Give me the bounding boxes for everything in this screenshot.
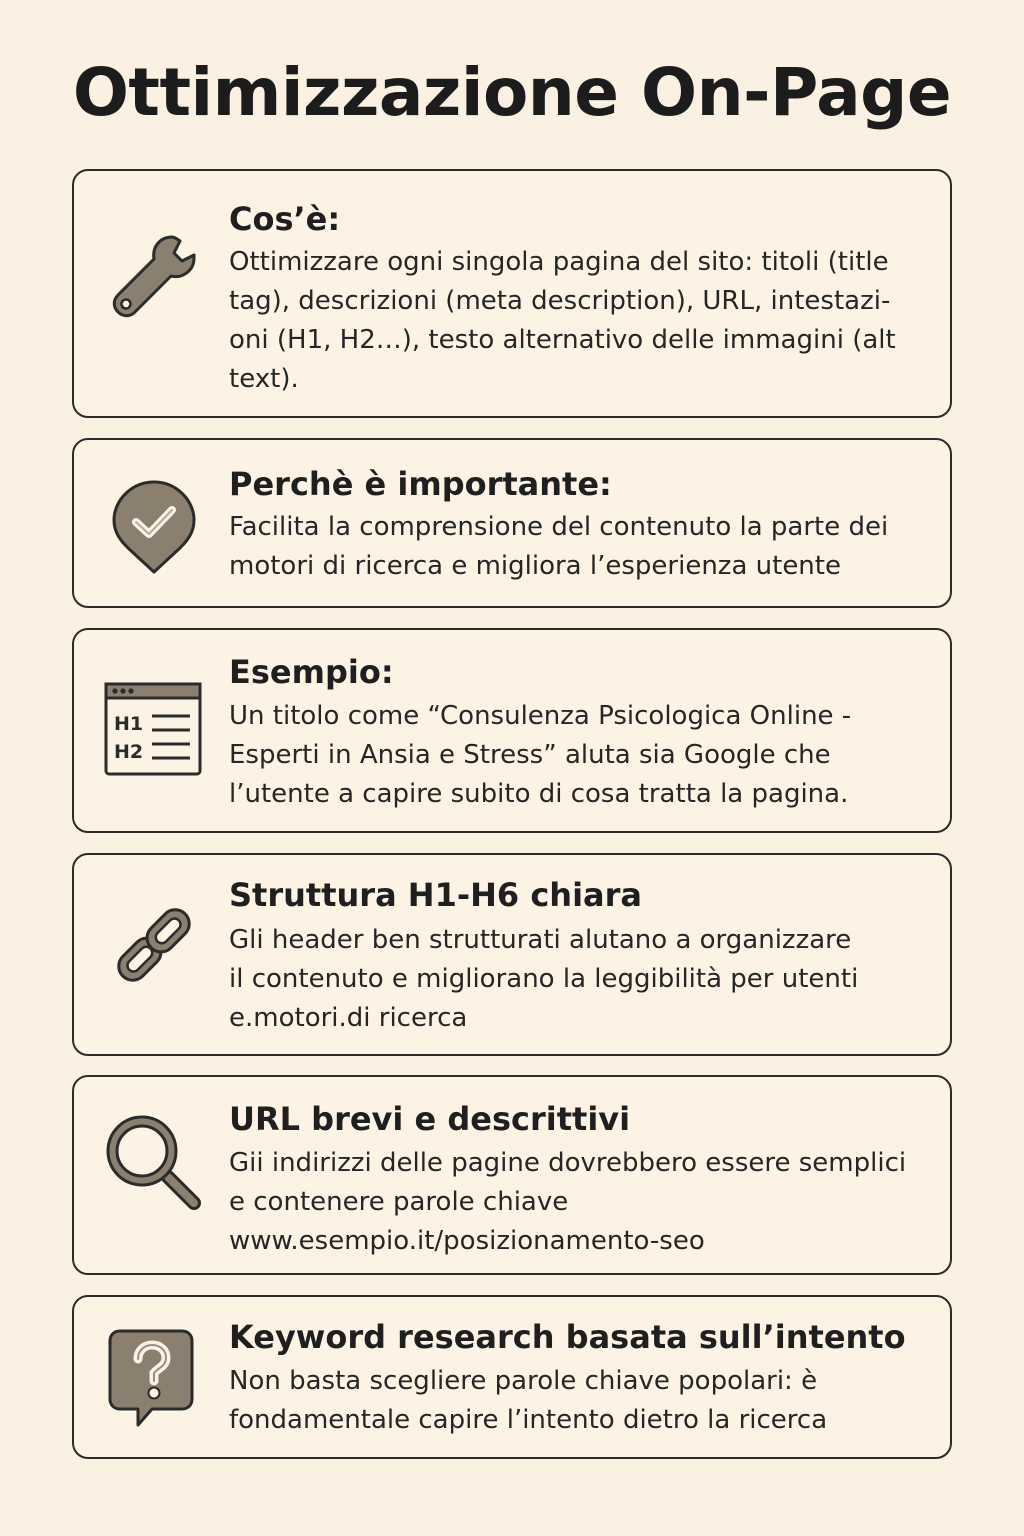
page-title: Ottimizzazione On-Page	[72, 54, 952, 131]
browser-headings-icon	[102, 678, 206, 782]
body-line: tag), descrizioni (meta description), URL, intestazi-	[229, 286, 891, 316]
card-heading: Keyword research basata sull’intento	[229, 1318, 906, 1356]
card-body	[229, 921, 930, 1038]
body-line: e contenere parole chiave	[229, 1187, 569, 1217]
card-body	[229, 697, 930, 814]
card-perche-importante	[72, 438, 952, 608]
wrench-icon	[102, 223, 206, 327]
check-pin-icon	[102, 474, 206, 578]
body-line: text).	[229, 364, 299, 394]
card-body	[229, 1362, 930, 1440]
body-line: Ottimizzare ogni singola pagina del sito: titoli (title	[229, 247, 889, 277]
body-line: motori di ricerca e migliora l’esperienza utente	[229, 551, 841, 581]
body-line: oni (H1, H2…), testo alternativo delle immagini (alt	[229, 325, 896, 355]
body-line: Gii indirizzi delle pagine dovrebbero essere semplici	[229, 1148, 907, 1178]
card-heading: Esempio:	[229, 653, 394, 691]
body-line: l’utente a capire subito di cosa tratta la pagina.	[229, 779, 849, 809]
card-heading: Struttura H1-H6 chiara	[229, 876, 642, 914]
card-heading: URL brevi e descrittivi	[229, 1100, 631, 1138]
card-body	[229, 1144, 930, 1261]
icon-label-h1: H1	[114, 713, 144, 735]
card-heading: Cos’è:	[229, 200, 341, 238]
question-bubble-icon	[102, 1327, 206, 1431]
card-url-brevi	[72, 1075, 952, 1275]
card-cos-e	[72, 169, 952, 418]
body-line: Un titolo come “Consulenza Psicologica Online -	[229, 701, 852, 731]
card-heading: Perchè è importante:	[229, 465, 612, 503]
body-line: il contenuto e migliorano la leggibilità per utenti	[229, 964, 859, 994]
magnifier-icon	[102, 1111, 206, 1215]
body-line: Facilita la comprensione del contenuto la parte dei	[229, 512, 889, 542]
body-line: e.motori.di ricerca	[229, 1003, 468, 1033]
body-line: fondamentale capire l’intento dietro la ricerca	[229, 1405, 828, 1435]
card-esempio	[72, 628, 952, 833]
body-line: Gli header ben strutturati alutano a organizzare	[229, 925, 852, 955]
body-line: Esperti in Ansia e Stress” aluta sia Google che	[229, 740, 831, 770]
chain-link-icon	[102, 893, 206, 997]
body-line: Non basta scegliere parole chiave popolari: è	[229, 1366, 818, 1396]
card-keyword-research	[72, 1295, 952, 1459]
icon-label-h2: H2	[114, 741, 144, 763]
card-body	[229, 508, 930, 586]
body-line: www.esempio.it/posizionamento-seo	[229, 1226, 705, 1256]
card-struttura-h1-h6	[72, 853, 952, 1056]
card-body	[229, 243, 930, 399]
